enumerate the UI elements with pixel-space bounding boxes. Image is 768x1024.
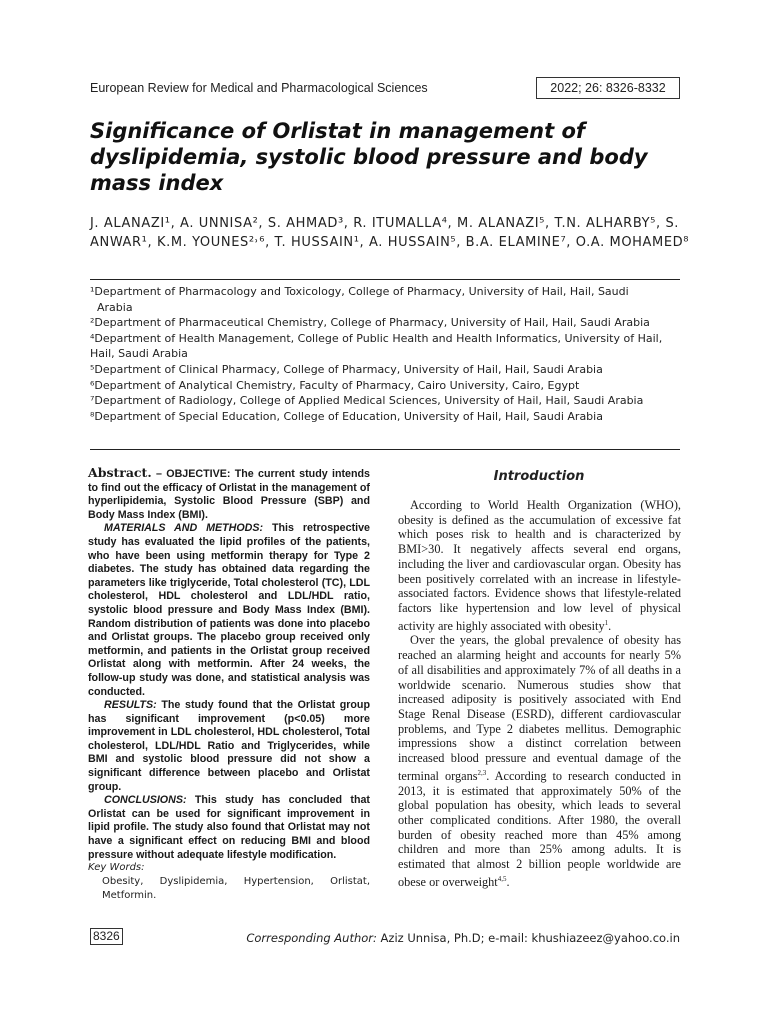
corresponding-label: Corresponding Author:: [246, 931, 377, 945]
affiliation-item: ¹Department of Pharmacology and Toxicology, College of Pharmacy, University of Hail, Hail, Saudi Arabia: [90, 285, 629, 314]
results-text: The study found that the Orlistat group has significant improvement (p<0.05) more improvement in LDL cholesterol, HDL cholesterol, Total cholesterol, LDL/HDL Ratio and Triglycerides, while BMI and systolic blood pressure did not show a significant difference between placebo and Orlistat group.: [88, 699, 370, 793]
affiliation-item: ⁷Department of Radiology, College of Applied Medical Sciences, University of Hail, Hail, Saudi Arabia: [90, 394, 644, 408]
conclusions-label: CONCLUSIONS:: [104, 794, 187, 807]
methods-text: This retrospective study has evaluated the lipid profiles of the patients, who have been using metformin therapy for Type 2 diabetes. The study has obtained data regarding the parameters like triglyceride, Total cholesterol (TC), LDL cholesterol, HDL cholesterol and LDL/HDL ratio, systolic blood pressure and Body Mass Index (BMI). Random distribution of patients was done into placebo and Orlistat groups. The placebo group received only metformin, and patients in the Orlistat group received Orlistat along with metformin. After 24 weeks, the follow-up study was done, and statistical analysis was conducted.: [88, 522, 370, 698]
introduction-body: [398, 498, 681, 890]
affiliation-item: ⁶Department of Analytical Chemistry, Faculty of Pharmacy, Cairo University, Cairo, Egypt: [90, 378, 580, 392]
journal-title: European Review for Medical and Pharmacological Sciences: [90, 81, 428, 95]
affiliation-item: ⁴Department of Health Management, College of Public Health and Health Informatics, University of Hail, Hail, Saudi Arabia: [90, 331, 666, 361]
page-number: 8326: [90, 928, 123, 945]
author-list: J. ALANAZI¹, A. UNNISA², S. AHMAD³, R. ITUMALLA⁴, M. ALANAZI⁵, T.N. ALHARBY⁵, S. ANWAR¹, K.M. YOUNES²˒⁶, T. HUSSAIN¹, A. HUSSAIN⁵, B.A. ELAMINE⁷, O.A. MOHAMED⁸: [90, 216, 690, 250]
objective-label: OBJECTIVE:: [166, 468, 231, 480]
abstract-heading: Abstract.: [88, 465, 152, 480]
key-words-text: Obesity, Dyslipidemia, Hypertension, Orlistat, Metformin.: [102, 876, 370, 901]
citation-box: 2022; 26: 8326-8332: [536, 77, 680, 99]
affiliation-item: ⁸Department of Special Education, College of Education, University of Hail, Hail, Saudi Arabia: [90, 409, 603, 423]
key-words: [88, 861, 370, 903]
affiliation-item: ⁵Department of Clinical Pharmacy, College of Pharmacy, University of Hail, Hail, Saudi Arabia: [90, 362, 603, 376]
citation-ref: 1: [604, 618, 609, 627]
introduction-heading: Introduction: [493, 469, 585, 484]
top-divider: [90, 279, 680, 280]
affiliations: [90, 284, 682, 424]
intro-paragraph: According to World Health Organization (WHO), obesity is defined as the accumulation of excessive fat which poses risk to health and is characterized by BMI>30. It negatively affects several end organs, including the liver and cardiovascular organ. Obesity has been positively correlated with an increase in lifestyle-associated factors. Evidence shows that lifestyle-related factors like hypertension and low level of physical activity are highly associated with obesity$^1$.: [398, 498, 681, 633]
citation-ref: 2,3: [477, 768, 487, 777]
objective-text: The current study intends to find out the efficacy of Orlistat in the management of hyperlipidemia, Systolic Blood Pressure (SBP) and Body Mass Index (BMI).: [88, 468, 370, 521]
affiliations-divider: [90, 449, 680, 450]
abstract-dash: –: [151, 468, 167, 480]
intro-paragraph: Over the years, the global prevalence of obesity has reached an alarming height and accounts for nearly 5% of all disabilities and approximately 7% of all deaths in a worldwide scenario. Numerous studies show that increased adiposity is positively associated with End Stage Renal Disease (ESRD), different cardiovascular problems, and Type 2 diabetes mellitus. Demographic impressions show a distinct correlation between increased blood pressure and eventual damage of the terminal organs$^{2,3}$. According to research conducted in 2013, it is estimated that approximately 50% of the global population has obesity, which leads to several other complicated conditions. After 1980, the overall burden of obesity reached more than 45% among children and more than 25% among adults. It is estimated that almost 2 billion people worldwide are obese or overweight$^{4,5}$.: [398, 633, 681, 889]
methods-label: MATERIALS AND METHODS:: [104, 522, 264, 535]
citation-ref: 4,5: [497, 874, 507, 883]
conclusions-text: This study has concluded that Orlistat can be used for significant improvement in lipid profile. The study also found that Orlistat may not have a significant effect on reducing BMI and blood pressure without adequate lifestyle modification.: [88, 794, 370, 861]
results-label: RESULTS:: [104, 699, 157, 712]
corresponding-author: [230, 931, 680, 945]
article-title: Significance of Orlistat in management of dyslipidemia, systolic blood pressure and body mass index: [90, 119, 648, 195]
affiliation-item: ²Department of Pharmaceutical Chemistry, College of Pharmacy, University of Hail, Hail, Saudi Arabia: [90, 316, 650, 330]
key-words-label: Key Words:: [88, 862, 145, 873]
abstract: [88, 466, 370, 862]
corresponding-text: Aziz Unnisa, Ph.D; e-mail: khushiazeez@yahoo.co.in: [376, 931, 680, 945]
